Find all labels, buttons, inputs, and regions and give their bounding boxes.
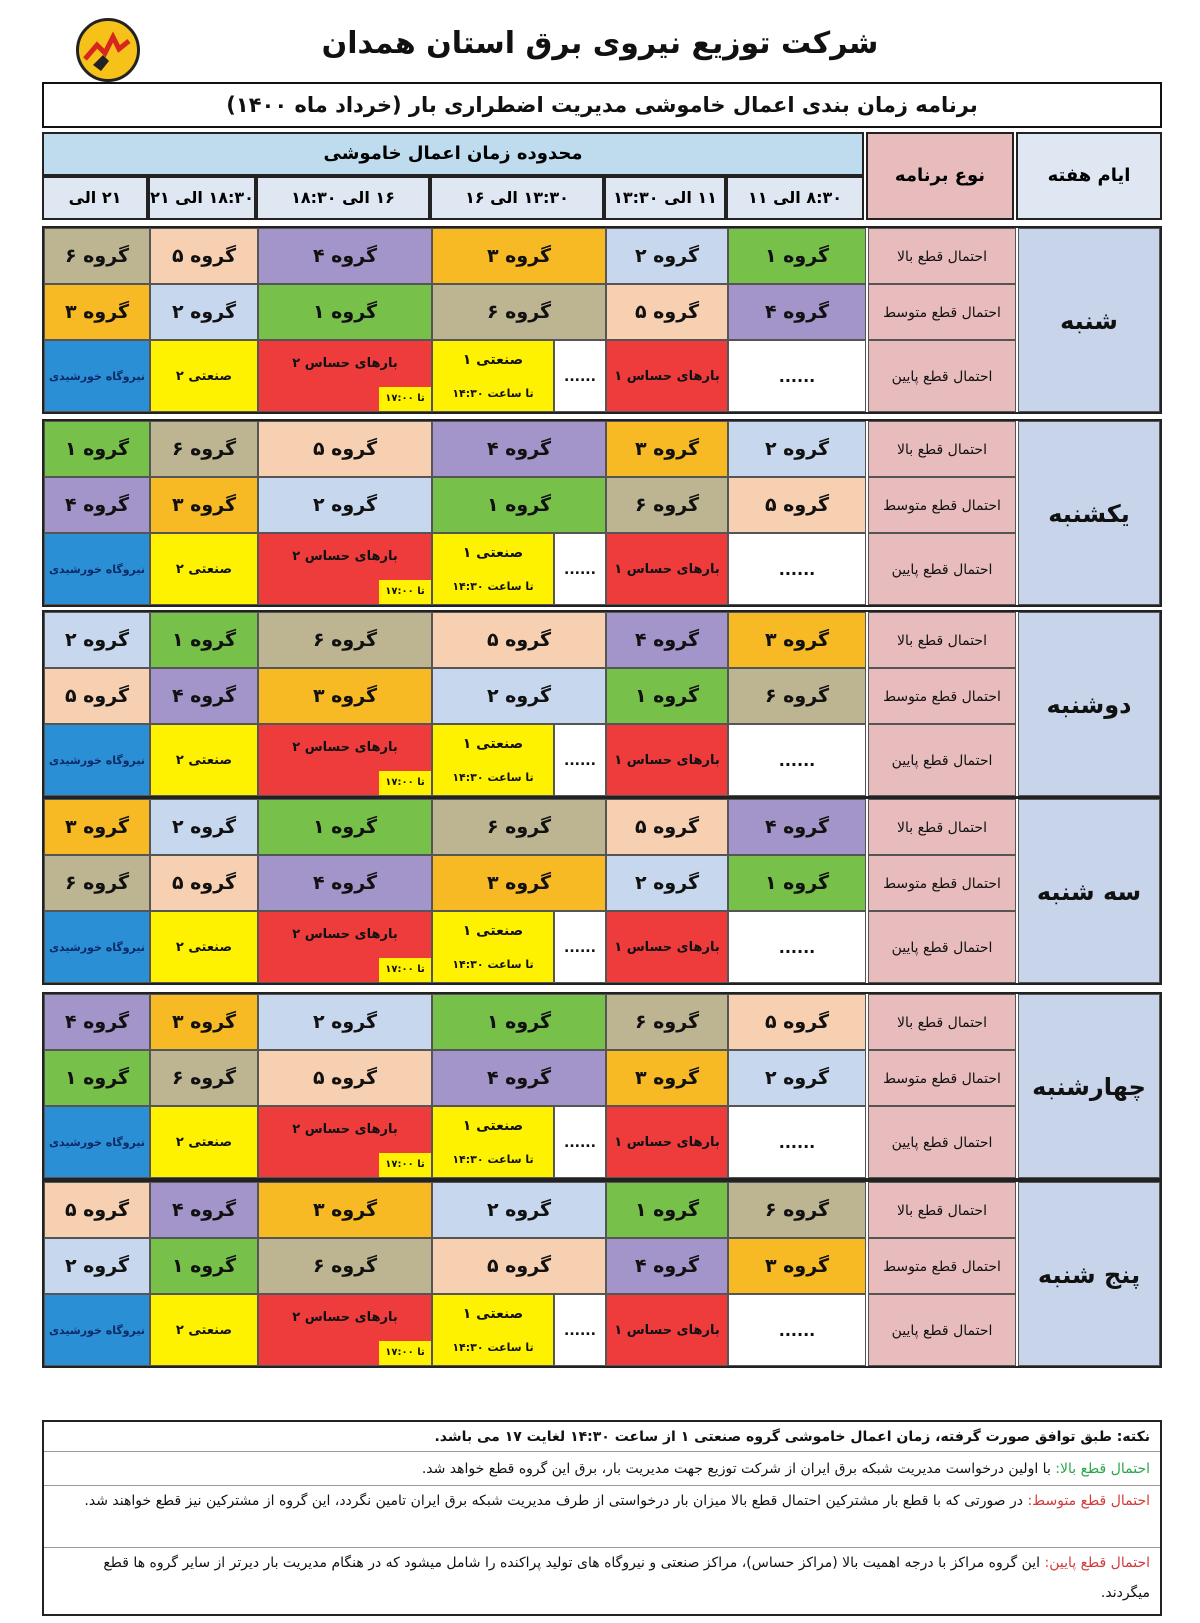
group-cell: گروه ۲	[44, 612, 150, 668]
slot-header-5: ۱۸:۳۰ الی ۲۱	[148, 176, 256, 220]
industrial-2: صنعتی ۲	[150, 533, 258, 605]
industrial-1-time: تا ساعت ۱۴:۳۰	[452, 958, 534, 971]
industrial-1-time: تا ساعت ۱۴:۳۰	[452, 1341, 534, 1354]
empty-slot: ......	[728, 533, 866, 605]
day-name: دوشنبه	[1018, 612, 1160, 796]
group-cell: گروه ۵	[432, 612, 606, 668]
group-cell: گروه ۳	[728, 1238, 866, 1294]
empty-slot: ......	[554, 911, 606, 983]
industrial-1-label: صنعتی ۱	[462, 1118, 524, 1134]
day-name: یکشنبه	[1018, 421, 1160, 605]
group-cell: گروه ۲	[728, 421, 866, 477]
day-name: چهارشنبه	[1018, 994, 1160, 1178]
sensitive-loads-2-label: بارهای حساس ۲	[292, 356, 398, 371]
program-type-label: احتمال قطع متوسط	[868, 477, 1016, 533]
program-type-label: احتمال قطع پایین	[868, 340, 1016, 412]
program-type-label: احتمال قطع متوسط	[868, 1238, 1016, 1294]
group-cell: گروه ۴	[432, 1050, 606, 1106]
group-cell: گروه ۶	[606, 477, 728, 533]
program-type-label: احتمال قطع پایین	[868, 1294, 1016, 1366]
group-cell: گروه ۴	[606, 1238, 728, 1294]
empty-slot: ......	[728, 1294, 866, 1366]
empty-slot: ......	[554, 340, 606, 412]
group-cell: گروه ۲	[150, 799, 258, 855]
sensitive-loads-2-time: ۱۷:۰۰ تا	[379, 771, 431, 795]
sensitive-loads-2-time: ۱۷:۰۰ تا	[379, 1341, 431, 1365]
day-block	[42, 226, 1162, 414]
industrial-1-time: تا ساعت ۱۴:۳۰	[452, 580, 534, 593]
sensitive-loads-2-label: بارهای حساس ۲	[292, 1310, 398, 1325]
group-cell: گروه ۱	[728, 855, 866, 911]
group-cell: گروه ۴	[606, 612, 728, 668]
program-type-label: احتمال قطع پایین	[868, 724, 1016, 796]
group-cell: گروه ۲	[606, 228, 728, 284]
industrial-1-cell	[432, 911, 554, 983]
day-name: پنج شنبه	[1018, 1182, 1160, 1366]
industrial-1-label: صنعتی ۱	[462, 545, 524, 561]
program-type-label: احتمال قطع متوسط	[868, 855, 1016, 911]
group-cell: گروه ۱	[728, 228, 866, 284]
industrial-1-time: تا ساعت ۱۴:۳۰	[452, 1153, 534, 1166]
sensitive-loads-1: بارهای حساس ۱	[606, 911, 728, 983]
group-cell: گروه ۶	[606, 994, 728, 1050]
group-cell: گروه ۵	[44, 668, 150, 724]
group-cell: گروه ۱	[44, 421, 150, 477]
program-type-label: احتمال قطع متوسط	[868, 284, 1016, 340]
time-range-header: محدوده زمان اعمال خاموشی	[42, 132, 864, 176]
group-cell: گروه ۵	[728, 994, 866, 1050]
sensitive-loads-2-label: بارهای حساس ۲	[292, 927, 398, 942]
group-cell: گروه ۴	[258, 855, 432, 911]
slot-header-1: ۸:۳۰ الی ۱۱	[726, 176, 864, 220]
sensitive-loads-2-label: بارهای حساس ۲	[292, 1122, 398, 1137]
slot-header-4: ۱۶ الی ۱۸:۳۰	[256, 176, 430, 220]
group-cell: گروه ۴	[728, 799, 866, 855]
day-name: سه شنبه	[1018, 799, 1160, 983]
group-cell: گروه ۶	[150, 1050, 258, 1106]
program-type-label: احتمال قطع پایین	[868, 1106, 1016, 1178]
program-type-header: نوع برنامه	[866, 132, 1014, 220]
note-mid	[44, 1486, 1160, 1548]
industrial-1-label: صنعتی ۱	[462, 352, 524, 368]
page-title: برنامه زمان بندی اعمال خاموشی مدیریت اضطراری بار (خرداد ماه ۱۴۰۰)	[42, 82, 1162, 128]
group-cell: گروه ۳	[44, 799, 150, 855]
program-type-label: احتمال قطع بالا	[868, 1182, 1016, 1238]
empty-slot: ......	[554, 1294, 606, 1366]
group-cell: گروه ۱	[150, 1238, 258, 1294]
group-cell: گروه ۱	[432, 994, 606, 1050]
note-mid-label: احتمال قطع متوسط:	[1027, 1493, 1150, 1509]
sensitive-loads-2-time: ۱۷:۰۰ تا	[379, 1153, 431, 1177]
group-cell: گروه ۳	[728, 612, 866, 668]
empty-slot: ......	[728, 1106, 866, 1178]
industrial-1-cell	[432, 1106, 554, 1178]
group-cell: گروه ۶	[728, 1182, 866, 1238]
industrial-1-label: صنعتی ۱	[462, 923, 524, 939]
industrial-2: صنعتی ۲	[150, 1294, 258, 1366]
sensitive-loads-2-label: بارهای حساس ۲	[292, 740, 398, 755]
sensitive-loads-2-label: بارهای حساس ۲	[292, 549, 398, 564]
company-name: شرکت توزیع نیروی برق استان همدان	[321, 26, 879, 61]
industrial-2: صنعتی ۲	[150, 340, 258, 412]
program-type-label: احتمال قطع بالا	[868, 421, 1016, 477]
group-cell: گروه ۳	[258, 1182, 432, 1238]
group-cell: گروه ۵	[258, 1050, 432, 1106]
group-cell: گروه ۲	[606, 855, 728, 911]
sensitive-loads-2-cell	[258, 1106, 432, 1178]
empty-slot: ......	[554, 533, 606, 605]
group-cell: گروه ۴	[150, 668, 258, 724]
industrial-1-time: تا ساعت ۱۴:۳۰	[452, 387, 534, 400]
solar-plant: نیروگاه خورشیدی	[44, 1106, 150, 1178]
solar-plant: نیروگاه خورشیدی	[44, 340, 150, 412]
group-cell: گروه ۱	[258, 284, 432, 340]
group-cell: گروه ۴	[258, 228, 432, 284]
sensitive-loads-2-cell	[258, 911, 432, 983]
solar-plant: نیروگاه خورشیدی	[44, 911, 150, 983]
solar-plant: نیروگاه خورشیدی	[44, 1294, 150, 1366]
sensitive-loads-1: بارهای حساس ۱	[606, 1106, 728, 1178]
program-type-label: احتمال قطع بالا	[868, 612, 1016, 668]
group-cell: گروه ۵	[150, 855, 258, 911]
solar-plant: نیروگاه خورشیدی	[44, 533, 150, 605]
group-cell: گروه ۳	[432, 228, 606, 284]
notes-box	[42, 1420, 1162, 1616]
group-cell: گروه ۳	[150, 477, 258, 533]
sensitive-loads-2-cell	[258, 1294, 432, 1366]
group-cell: گروه ۴	[728, 284, 866, 340]
group-cell: گروه ۲	[150, 284, 258, 340]
group-cell: گروه ۲	[258, 994, 432, 1050]
day-block	[42, 992, 1162, 1180]
company-logo-icon	[76, 18, 140, 82]
group-cell: گروه ۴	[432, 421, 606, 477]
sensitive-loads-2-time: ۱۷:۰۰ تا	[379, 958, 431, 982]
note-low-label: احتمال قطع پایین:	[1044, 1555, 1150, 1571]
program-type-label: احتمال قطع بالا	[868, 994, 1016, 1050]
group-cell: گروه ۱	[606, 1182, 728, 1238]
note-agreement: نکته: طبق توافق صورت گرفته، زمان اعمال خاموشی گروه صنعتی ۱ از ساعت ۱۴:۳۰ لغایت ۱۷ می باشد.	[44, 1422, 1160, 1452]
sensitive-loads-1: بارهای حساس ۱	[606, 1294, 728, 1366]
group-cell: گروه ۴	[44, 994, 150, 1050]
solar-plant: نیروگاه خورشیدی	[44, 724, 150, 796]
sensitive-loads-2-cell	[258, 340, 432, 412]
empty-slot: ......	[728, 724, 866, 796]
group-cell: گروه ۲	[258, 477, 432, 533]
group-cell: گروه ۵	[150, 228, 258, 284]
industrial-1-time: تا ساعت ۱۴:۳۰	[452, 771, 534, 784]
day-block	[42, 797, 1162, 985]
industrial-1-cell	[432, 533, 554, 605]
program-type-label: احتمال قطع متوسط	[868, 1050, 1016, 1106]
industrial-2: صنعتی ۲	[150, 724, 258, 796]
group-cell: گروه ۱	[606, 668, 728, 724]
industrial-1-label: صنعتی ۱	[462, 736, 524, 752]
sensitive-loads-1: بارهای حساس ۱	[606, 340, 728, 412]
empty-slot: ......	[728, 911, 866, 983]
group-cell: گروه ۵	[606, 284, 728, 340]
note-high-label: احتمال قطع بالا:	[1055, 1461, 1150, 1477]
group-cell: گروه ۲	[728, 1050, 866, 1106]
group-cell: گروه ۲	[44, 1238, 150, 1294]
group-cell: گروه ۶	[44, 855, 150, 911]
group-cell: گروه ۳	[606, 1050, 728, 1106]
day-block	[42, 610, 1162, 798]
program-type-label: احتمال قطع پایین	[868, 533, 1016, 605]
group-cell: گروه ۱	[432, 477, 606, 533]
industrial-1-cell	[432, 1294, 554, 1366]
industrial-1-cell	[432, 724, 554, 796]
note-low	[44, 1548, 1160, 1614]
group-cell: گروه ۵	[606, 799, 728, 855]
group-cell: گروه ۶	[432, 284, 606, 340]
group-cell: گروه ۳	[44, 284, 150, 340]
empty-slot: ......	[554, 1106, 606, 1178]
group-cell: گروه ۳	[258, 668, 432, 724]
group-cell: گروه ۶	[258, 1238, 432, 1294]
group-cell: گروه ۱	[44, 1050, 150, 1106]
group-cell: گروه ۳	[150, 994, 258, 1050]
sensitive-loads-1: بارهای حساس ۱	[606, 533, 728, 605]
slot-header-3: ۱۳:۳۰ الی ۱۶	[430, 176, 604, 220]
industrial-2: صنعتی ۲	[150, 911, 258, 983]
sensitive-loads-1: بارهای حساس ۱	[606, 724, 728, 796]
page-header	[0, 0, 1200, 84]
slot-header-6: ۲۱ الی	[42, 176, 148, 220]
group-cell: گروه ۴	[150, 1182, 258, 1238]
sensitive-loads-2-time: ۱۷:۰۰ تا	[379, 580, 431, 604]
group-cell: گروه ۶	[150, 421, 258, 477]
day-name: شنبه	[1018, 228, 1160, 412]
group-cell: گروه ۵	[44, 1182, 150, 1238]
program-type-label: احتمال قطع پایین	[868, 911, 1016, 983]
sensitive-loads-2-cell	[258, 533, 432, 605]
group-cell: گروه ۶	[432, 799, 606, 855]
sensitive-loads-2-time: ۱۷:۰۰ تا	[379, 387, 431, 411]
weekdays-header: ایام هفته	[1016, 132, 1162, 220]
day-block	[42, 1180, 1162, 1368]
group-cell: گروه ۵	[728, 477, 866, 533]
group-cell: گروه ۳	[432, 855, 606, 911]
group-cell: گروه ۱	[258, 799, 432, 855]
program-type-label: احتمال قطع بالا	[868, 228, 1016, 284]
empty-slot: ......	[554, 724, 606, 796]
note-high	[44, 1452, 1160, 1486]
note-high-text: با اولین درخواست مدیریت شبکه برق ایران از شرکت توزیع جهت مدیریت بار، برق این گروه قطع خواهد شد.	[421, 1461, 1056, 1477]
empty-slot: ......	[728, 340, 866, 412]
note-low-text: این گروه مراکز با درجه اهمیت بالا (مراکز حساس)، مراکز صنعتی و نیروگاه های تولید پراکنده را شامل میشود که در هنگام مدیریت بار دیرتر از سایر گروه ها قطع میگردند.	[103, 1555, 1150, 1601]
sensitive-loads-2-cell	[258, 724, 432, 796]
group-cell: گروه ۵	[258, 421, 432, 477]
program-type-label: احتمال قطع متوسط	[868, 668, 1016, 724]
industrial-1-label: صنعتی ۱	[462, 1306, 524, 1322]
group-cell: گروه ۴	[44, 477, 150, 533]
group-cell: گروه ۲	[432, 668, 606, 724]
group-cell: گروه ۲	[432, 1182, 606, 1238]
note-mid-text: در صورتی که با قطع بار مشترکین احتمال قطع بالا میزان بار درخواستی از طرف مدیریت شبکه برق ایران تامین نگردد، این گروه از مشترکین نیز قطع خواهند شد.	[84, 1493, 1028, 1509]
industrial-1-cell	[432, 340, 554, 412]
group-cell: گروه ۳	[606, 421, 728, 477]
program-type-label: احتمال قطع بالا	[868, 799, 1016, 855]
slot-header-2: ۱۱ الی ۱۳:۳۰	[604, 176, 726, 220]
day-block	[42, 419, 1162, 607]
group-cell: گروه ۶	[258, 612, 432, 668]
group-cell: گروه ۵	[432, 1238, 606, 1294]
group-cell: گروه ۱	[150, 612, 258, 668]
group-cell: گروه ۶	[728, 668, 866, 724]
group-cell: گروه ۶	[44, 228, 150, 284]
industrial-2: صنعتی ۲	[150, 1106, 258, 1178]
